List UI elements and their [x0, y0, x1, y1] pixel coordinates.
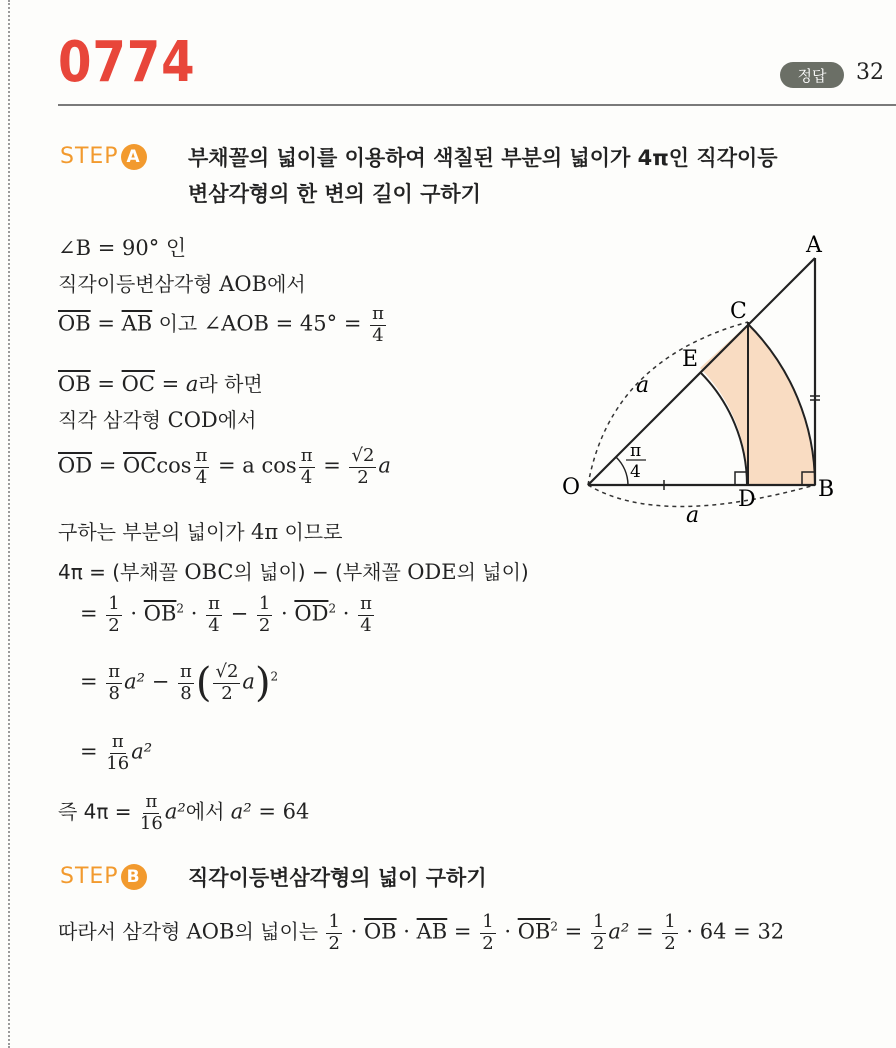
step-a-title-line1: 부채꼴의 넓이를 이용하여 색칠된 부분의 넓이가 4π인 직각이등	[188, 146, 778, 170]
line-angle-b: ∠B = 90° 인	[58, 236, 187, 260]
geometry-figure	[540, 228, 860, 528]
line-ob-oc: $\overline{OB} = \overline{OC} = a$라 하면	[58, 372, 263, 396]
angle-label-num: π	[630, 441, 642, 461]
answer-value: 32	[856, 60, 884, 85]
page-edge-dotted-line	[8, 0, 10, 1048]
label-D: D	[738, 487, 756, 512]
shaded-region	[700, 324, 815, 485]
step-a-badge: A	[121, 144, 147, 170]
line-od: $\overline{OD} = \overline{OC}\cos$ $\frac{\pi}{4}$ = a cos $\frac{\pi}{4}$ = $\frac{√2}{2}$ a	[58, 445, 391, 488]
header-divider	[58, 104, 896, 106]
label-B: B	[818, 477, 835, 502]
angle-label-den: 4	[630, 462, 641, 482]
line-isoceles: 직각이등변삼각형 AOB에서	[58, 272, 306, 296]
answer-badge: 정답	[780, 62, 844, 88]
label-a-side: a	[636, 373, 650, 398]
line-ob-ab: $\overline{OB} = \overline{AB}$ 이고 ∠AOB = 45° = $\frac{\pi}{4}$	[58, 303, 384, 346]
line-a-squared: 즉 4π = $\frac{\pi}{16}$ a²에서 a² = 64	[58, 791, 310, 834]
line-calc-1: = $\frac{1}{2}$ · $\overline{OB}^2$ · $\frac{\pi}{4}$ − $\frac{1}{2}$ · $\overline{OD}^2$ · $\frac{\pi}{4}$	[80, 593, 372, 636]
step-b-marker: STEP B	[60, 864, 147, 890]
line-triangle-cod: 직각 삼각형 COD에서	[58, 408, 257, 432]
angle-arc	[616, 457, 628, 485]
line-final-area: 따라서 삼각형 AOB의 넓이는 $\frac{1}{2}$ · $\overline{OB} \cdot \overline{AB}$ = $\frac{1}{2}$ · $\overline{OB}^2$ = $\frac{1}{2}$ a² = $\frac{1}{2}$ · 64 = 32	[58, 911, 785, 954]
label-O: O	[562, 475, 581, 500]
line-calc-2: = $\frac{\pi}{8}$ a² − $\frac{\pi}{8}$ ( $\frac{√2}{2}$ a)$^2$	[80, 660, 279, 706]
step-b-title: 직각이등변삼각형의 넓이 구하기	[188, 866, 487, 890]
problem-number: 0774	[58, 30, 196, 95]
label-A: A	[806, 233, 822, 258]
step-a-title-line2: 변삼각형의 한 변의 길이 구하기	[188, 182, 481, 206]
dashed-arc-bottom	[588, 485, 815, 507]
step-a-marker: STEP A	[60, 144, 147, 170]
line-calc-3: = $\frac{\pi}{16}$ a²	[80, 731, 153, 774]
line-area-difference: 4π = (부채꼴 OBC의 넓이) − (부채꼴 ODE의 넓이)	[58, 560, 529, 584]
label-C: C	[730, 299, 747, 324]
label-E: E	[682, 347, 699, 372]
label-a-bottom: a	[686, 503, 700, 528]
line-area-4pi: 구하는 부분의 넓이가 4π 이므로	[58, 520, 343, 544]
step-b-badge: B	[121, 864, 147, 890]
